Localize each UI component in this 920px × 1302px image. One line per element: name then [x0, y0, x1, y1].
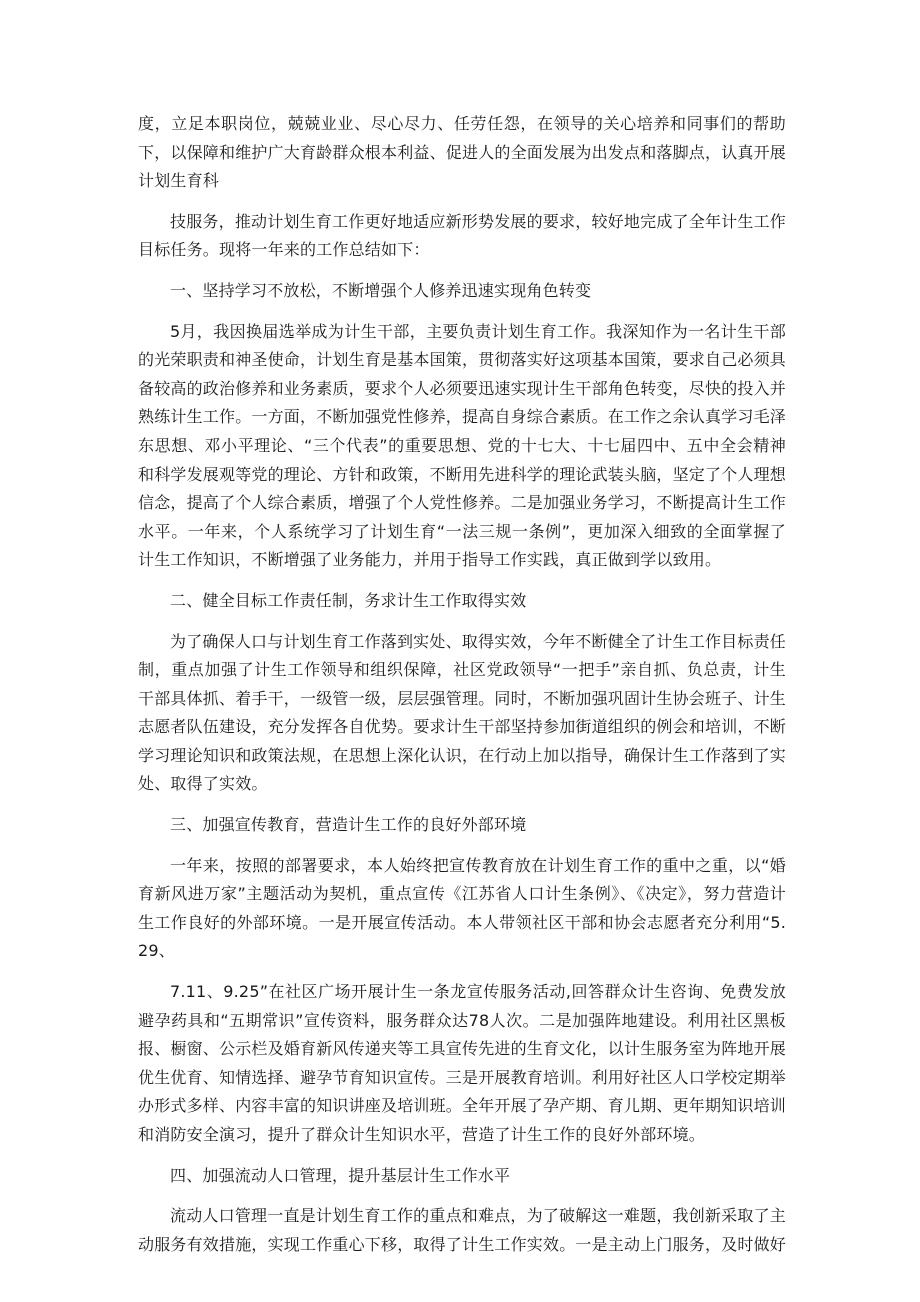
paragraph: 为了确保人口与计划生育工作落到实处、取得实效，今年不断健全了计生工作目标责任制，重点加强了计生工作领导和组织保障，社区党政领导“一把手”亲自抓、负总责，计生干部具体抓、着手干，一级管一级，层层强管理。同时，不断加强巩固计生协会班子、计生志愿者队伍建设，充分发挥各自优势。要求计生干部坚持参加街道组织的例会和培训，不断学习理论知识和政策法规，在思想上深化认识，在行动上加以指导，确保计生工作落到了实处、取得了实效。: [138, 631, 787, 794]
section-heading-1: 一、坚持学习不放松，不断增强个人修养迅速实现角色转变: [170, 280, 592, 300]
paragraph: 5月，我因换届选举成为计生干部，主要负责计划生育工作。我深知作为一名计生干部的光荣职责和神圣使命，计划生育是基本国策，贯彻落实好这项基本国策，要求自己必须具备较高的政治修养和业务素质，要求个人必须要迅速实现计生干部角色转变，尽快的投入并熟练计生工作。一方面，不断加强党性修养，提高自身综合素质。在工作之余认真学习毛泽东思想、邓小平理论、“三个代表”的重要思想、党的十七大、十七届四中、五中全会精神和科学发展观等党的理论、方针和政策，不断用先进科学的理论武装头脑，坚定了个人理想信念，提高了个人综合素质，增强了个人党性修养。二是加强业务学习，不断提高计生工作水平。一年来，个人系统学习了计划生育“一法三规一条例”，更加深入细致的全面掌握了计生工作知识，不断增强了业务能力，并用于指导工作实践，真正做到学以致用。: [138, 321, 787, 570]
paragraph: 一年来，按照的部署要求，本人始终把宣传教育放在计划生育工作的重中之重，以“婚育新风进万家”主题活动为契机，重点宣传《江苏省人口计生条例》、《决定》，努力营造计生工作良好的外部环境。一是开展宣传活动。本人带领社区干部和协会志愿者充分利用“5.29、: [138, 855, 786, 961]
paragraph: 7.11、9.25”在社区广场开展计生一条龙宣传服务活动,回答群众计生咨询、免费发放避孕药具和“五期常识”宣传资料，服务群众达78人次。二是加强阵地建设。利用社区黑板报、橱窗、公示栏及婚育新风传递夹等工具宣传先进的生育文化，以计生服务室为阵地开展优生优育、知情选择、避孕节育知识宣传。三是开展教育培训。利用好社区人口学校定期举办形式多样、内容丰富的知识讲座及培训班。全年开展了孕产期、育儿期、更年期知识培训和消防安全演习，提升了群众计生知识水平，营造了计生工作的良好外部环境。: [138, 982, 787, 1144]
section-heading-2: 二、健全目标工作责任制，务求计生工作取得实效: [170, 590, 527, 610]
paragraph-continuation: 度，立足本职岗位，兢兢业业、尽心尽力、任劳任怨，在领导的关心培养和同事们的帮助下，以保障和维护广大育龄群众根本利益、促进人的全面发展为出发点和落脚点，认真开展计划生育科: [138, 114, 787, 191]
section-heading-3: 三、加强宣传教育，营造计生工作的良好外部环境: [170, 815, 527, 835]
document-page: [138, 110, 786, 1271]
section-heading-4: 四、加强流动人口管理，提升基层计生工作水平: [170, 1165, 511, 1185]
paragraph: 流动人口管理一直是计划生育工作的重点和难点，为了破解这一难题，我创新采取了主动服务有效措施，实现工作重心下移，取得了计生工作实效。一是主动上门服务，及时做好: [138, 1206, 787, 1254]
paragraph: 技服务，推动计划生育工作更好地适应新形势发展的要求，较好地完成了全年计生工作目标任务。现将一年来的工作总结如下：: [138, 211, 786, 260]
